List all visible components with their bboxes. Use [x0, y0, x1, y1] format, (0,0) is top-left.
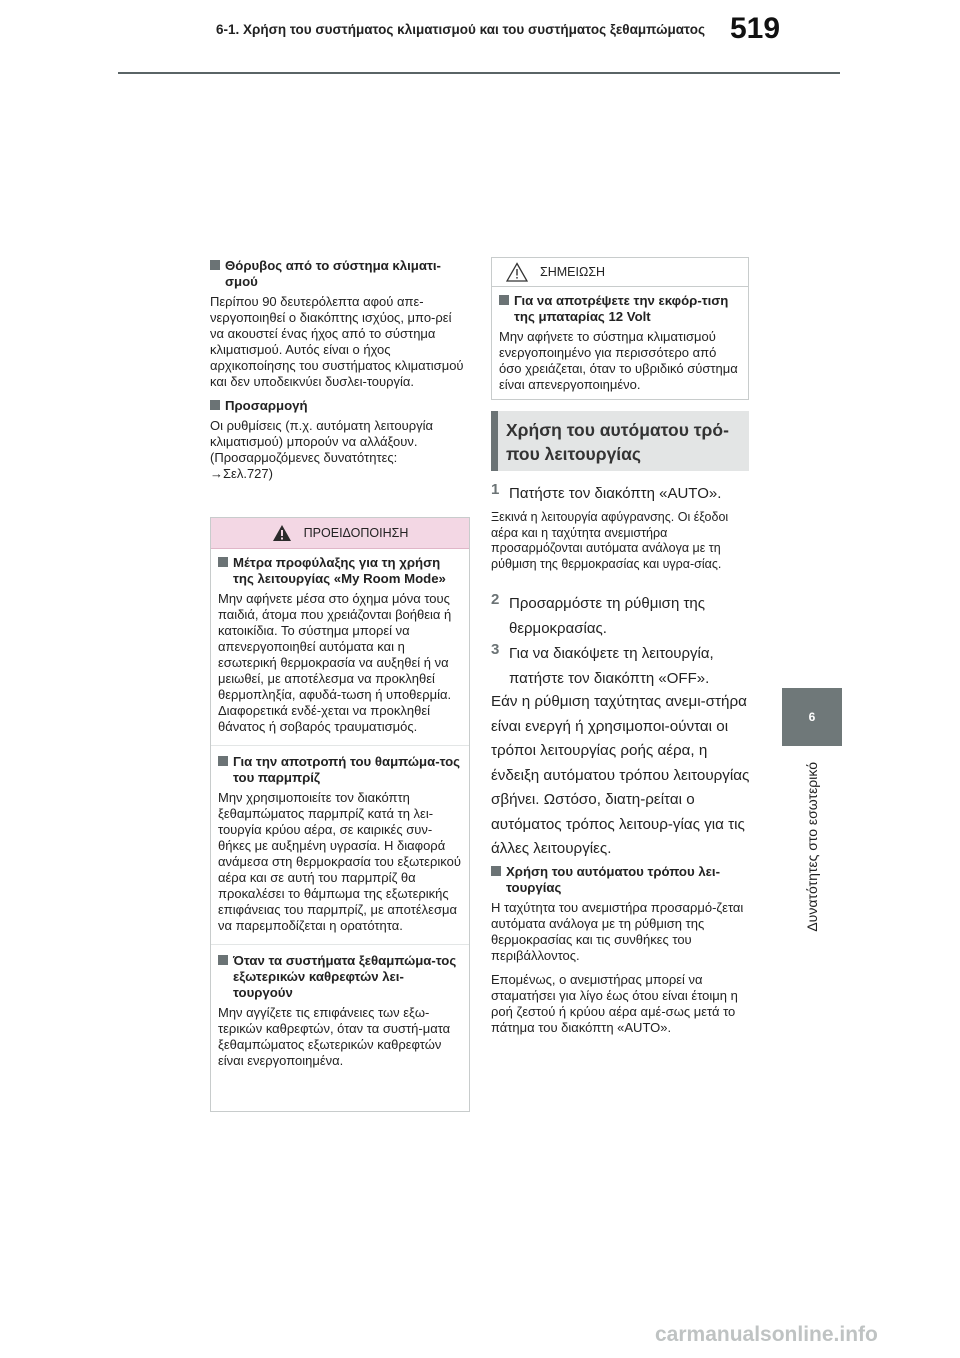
- divider: [211, 944, 469, 945]
- warning-item-heading: Για την αποτροπή του θαμπώμα-τος του παρμπρίζ: [218, 754, 463, 786]
- running-header: 6-1. Χρήση του συστήματος κλιματισμού και του συστήματος ξεθαμπώματος: [216, 22, 705, 37]
- step-3: [491, 641, 753, 691]
- square-bullet-icon: [499, 295, 509, 305]
- section-body: Η ταχύτητα του ανεμιστήρα προσαρμό-ζεται αυτόματα ανάλογα με τη ρύθμιση της θερμοκρασίας και τις συνθήκες του περιβάλλοντος.: [491, 900, 744, 963]
- warning-item-body: Μην χρησιμοποιείτε τον διακόπτη ξεθαμπώματος παρμπρίζ κατά τη λει-τουργία κρύου αέρα, σε καιρικές συν-θήκες με αυξημένη υγρασία. Η διαφορά ανάμεσα στη θερμοκρασία του εξωτερικού αέρα και σε αυτή του παρμπρίζ θα προκαλέσει το θάμπωμα της εξωτερικής επιφάνειας του παρμπρίζ, με αποτέλεσμα να παρεμποδίζεται η ορατότητα.: [218, 790, 461, 933]
- divider: [211, 745, 469, 746]
- square-bullet-icon: [218, 756, 228, 766]
- warning-item-body: Μην αφήνετε μέσα στο όχημα μόνα τους παιδιά, άτομα που χρειάζονται βοήθεια ή κατοικίδια. Το σύστημα μπορεί να απενεργοποιηθεί αυτόματα και η εσωτερική θερμοκρασία να αυξηθεί ή να μειωθεί, με αποτέλεσμα να προκληθεί θερμοπληξία, αφυδά-τωση ή υποθερμία. Διαφορετικά ενδέ-χεται να προκληθεί θάνατος ή σοβαρός τραυματισμός.: [218, 591, 452, 734]
- chapter-side-label: [760, 762, 864, 962]
- square-bullet-icon: [218, 557, 228, 567]
- info-paragraph: Εάν η ρύθμιση ταχύτητας ανεμι-στήρα είναι ενεργή ή χρησιμοποι-ούνται οι τρόποι λειτουργίας ροής αέρα, η ένδειξη αυτόματου τρόπου λειτουργίας σβήνει. Ωστόσο, διατη-ρείται ο αυτόματος τρόπος λειτουρ-γίας για τις άλλες λειτουργίες.: [491, 693, 750, 857]
- chapter-tab: 6: [782, 688, 842, 746]
- section-heading: Προσαρμογή: [210, 398, 468, 414]
- step-text: Προσαρμόστε τη ρύθμιση της θερμοκρασίας.: [509, 595, 705, 637]
- square-bullet-icon: [491, 866, 501, 876]
- note-item-body: Μην αφήνετε το σύστημα κλιματισμού ενεργοποιημένο για περισσότερο από όσο χρειάζεται, όταν το υβριδικό σύστημα είναι απενεργοποιημένο.: [499, 329, 738, 392]
- caution-triangle-icon: [506, 262, 528, 282]
- page-number: 519: [730, 12, 781, 45]
- step-number: 2: [491, 591, 500, 608]
- warning-triangle-icon: [272, 524, 292, 542]
- chapter-label-text: Δυνατότητες στο εσωτερικό: [804, 762, 820, 932]
- note-box: [491, 257, 749, 400]
- note-item-heading: Για να αποτρέψετε την εκφόρ-τιση της μπαταρίας 12 Volt: [499, 293, 742, 325]
- section-heading: Θόρυβος από το σύστημα κλιματι-σμού: [210, 258, 468, 290]
- warning-item-body: Μην αγγίζετε τις επιφάνειες των εξω-τερικών καθρεφτών, όταν τα συστή-ματα ξεθαμπώματος εξωτερικών καθρεφτών είναι ενεργοποιημένα.: [218, 1005, 451, 1068]
- step-number: 1: [491, 481, 500, 498]
- section-body: Οι ρυθμίσεις (π.χ. αυτόματη λειτουργία κλιματισμού) μπορούν να αλλάξουν. (Προσαρμοζόμενες δυνατότητες: →Σελ.727): [210, 418, 434, 481]
- watermark: carmanualsonline.info: [655, 1323, 878, 1346]
- section-banner: Χρήση του αυτόματου τρό-που λειτουργίας: [491, 411, 749, 471]
- step-2: [491, 591, 753, 641]
- header-divider: [118, 72, 840, 74]
- page-reference-link[interactable]: →Σελ.727): [210, 466, 273, 481]
- warning-item-heading: Μέτρα προφύλαξης για τη χρήση της λειτουργίας «My Room Mode»: [218, 555, 463, 587]
- square-bullet-icon: [218, 955, 228, 965]
- warning-item-heading: Όταν τα συστήματα ξεθαμπώμα-τος εξωτερικών καθρεφτών λει-τουργούν: [218, 953, 463, 1001]
- square-bullet-icon: [210, 400, 220, 410]
- step-text: Για να διακόψετε τη λειτουργία, πατήστε τον διακόπτη «OFF».: [509, 645, 714, 687]
- warning-header: ΠΡΟΕΙΔΟΠΟΙΗΣΗ: [211, 518, 469, 549]
- section-heading: Χρήση του αυτόματου τρόπου λει-τουργίας: [491, 864, 753, 896]
- warning-box: [210, 517, 470, 1112]
- step-1-detail: Ξεκινά η λειτουργία αφύγρανσης. Οι έξοδοι αέρα και η ταχύτητα ανεμιστήρα προσαρμόζονται αυτόματα ανάλογα με τη ρύθμιση της θερμοκρασίας και υγρα-σίας.: [491, 510, 729, 571]
- step-1: [491, 481, 753, 506]
- square-bullet-icon: [210, 260, 220, 270]
- section-body: Περίπου 90 δευτερόλεπτα αφού απε-νεργοποιηθεί ο διακόπτης ισχύος, μπο-ρεί να ακουστεί ένας ήχος από το σύστημα κλιματισμού. Αυτός είναι ο ήχος αρχικοποίησης του συστήματος κλιματισμού και δεν υποδεικνύει δυσλει-τουργία.: [210, 294, 464, 389]
- right-section: [491, 864, 753, 1044]
- step-text: Πατήστε τον διακόπτη «AUTO».: [509, 485, 722, 502]
- section-body: Επομένως, ο ανεμιστήρας μπορεί να σταματήσει για λίγο έως ότου είναι έτοιμη η ροή ζεστού ή κρύου αέρα αμέ-σως μετά το πάτημα του διακόπτη «AUTO».: [491, 972, 738, 1035]
- step-number: 3: [491, 641, 500, 658]
- note-header: ΣΗΜΕΙΩΣΗ: [492, 258, 748, 287]
- left-column: [210, 258, 468, 490]
